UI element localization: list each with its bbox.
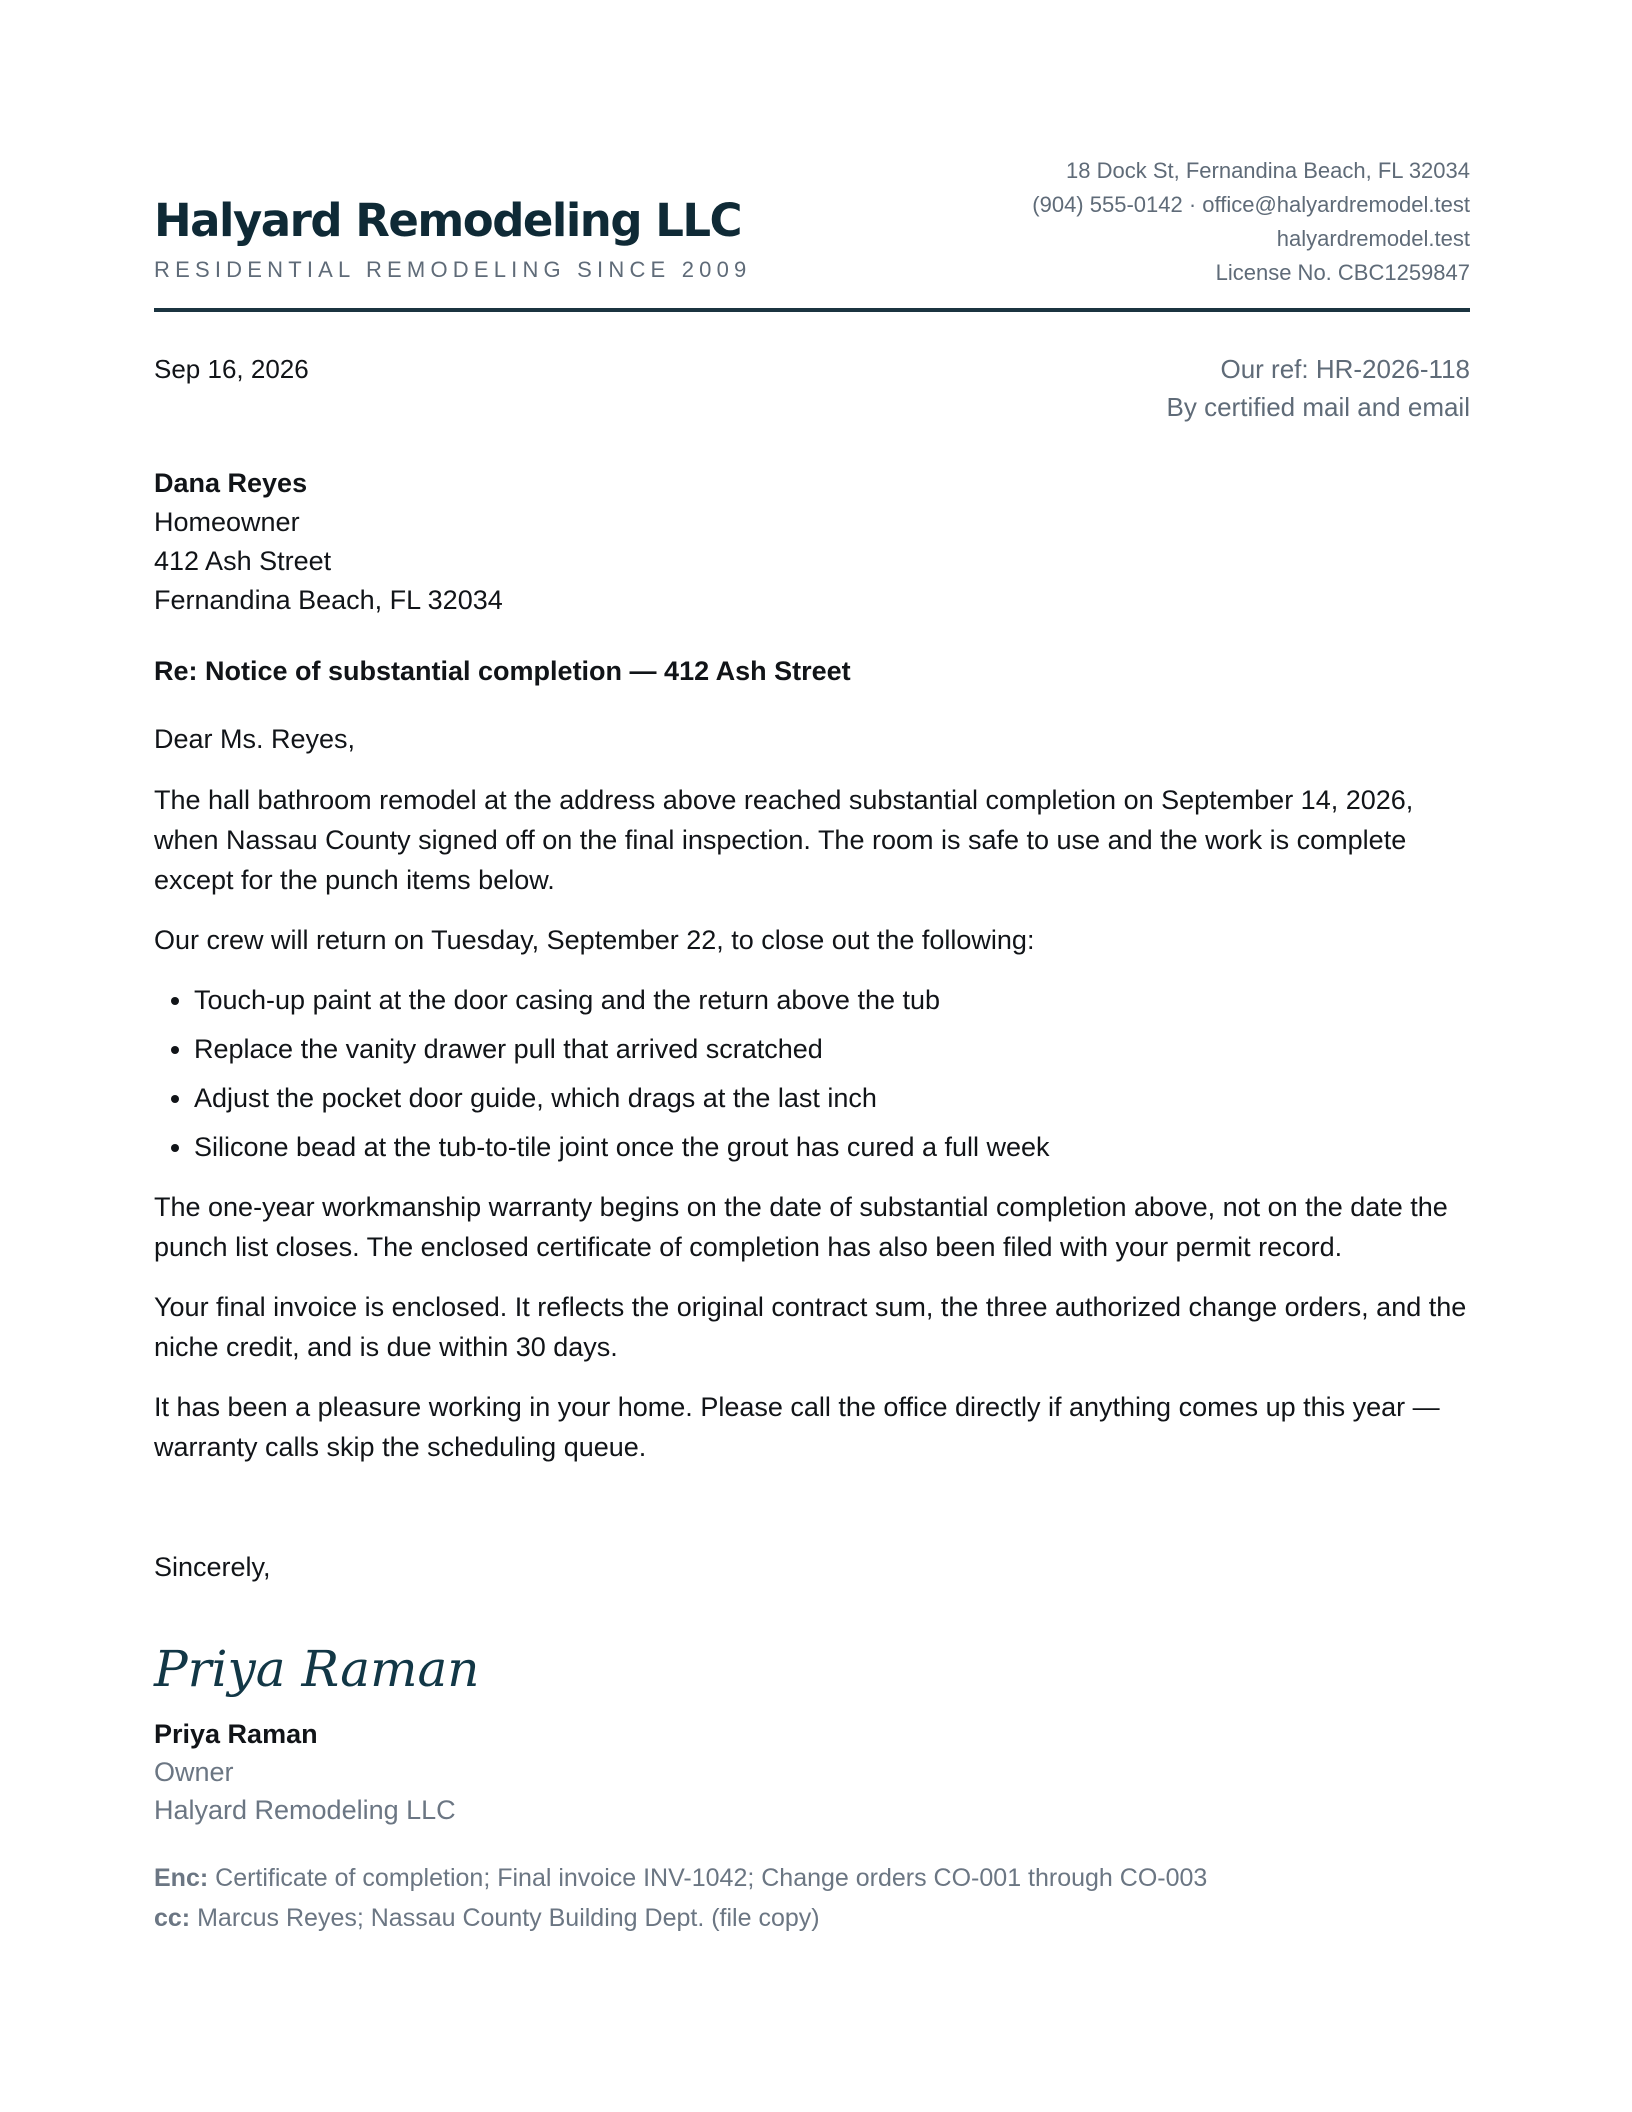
recipient-address <box>154 464 503 620</box>
cc-label: cc: <box>154 1904 191 1932</box>
punch-list <box>154 980 1470 1167</box>
body-paragraph: It has been a pleasure working in your home. Please call the office directly if anything comes up this year — warranty calls skip the scheduling queue. <box>154 1392 1440 1462</box>
letter-body <box>154 780 1470 1487</box>
cc-text: Marcus Reyes; Nassau County Building Dept. (file copy) <box>197 1904 820 1932</box>
letterhead <box>154 150 1470 310</box>
cc-line <box>154 1898 1207 1938</box>
company-tagline: RESIDENTIAL REMODELING SINCE 2009 <box>154 257 752 282</box>
company-contact-block <box>1032 154 1470 290</box>
subject-line: Re: Notice of substantial completion — 412 Ash Street <box>154 656 851 686</box>
company-address: 18 Dock St, Fernandina Beach, FL 32034 <box>1066 158 1470 183</box>
company-website: halyardremodel.test <box>1276 226 1470 251</box>
punch-list-item: • Adjust the pocket door guide, which drags at the last inch <box>194 1078 1470 1118</box>
punch-list-item: • Replace the vanity drawer pull that arrived scratched <box>194 1029 1470 1069</box>
complimentary-close: Sincerely, <box>154 1552 271 1582</box>
our-reference: Our ref: HR-2026-118 <box>1220 354 1470 384</box>
recipient-name: Dana Reyes <box>154 468 308 498</box>
enclosures-line <box>154 1858 1207 1898</box>
enclosures-text: Certificate of completion; Final invoice INV-1042; Change orders CO-001 through CO-003 <box>215 1864 1208 1892</box>
reference-block <box>1167 350 1470 426</box>
signer-title: Owner <box>154 1757 234 1787</box>
recipient-city: Fernandina Beach, FL 32034 <box>154 585 503 615</box>
punch-list-item: • Silicone bead at the tub-to-tile joint once the grout has cured a full week <box>194 1127 1470 1167</box>
salutation: Dear Ms. Reyes, <box>154 724 356 754</box>
handwritten-signature: Priya Raman <box>154 1640 480 1698</box>
body-paragraph: Our crew will return on Tuesday, September 22, to close out the following: <box>154 925 1035 955</box>
delivery-method: By certified mail and email <box>1166 392 1470 422</box>
letter-date: Sep 16, 2026 <box>154 354 309 384</box>
enclosures-label: Enc: <box>154 1864 209 1892</box>
body-paragraph: The hall bathroom remodel at the address above reached substantial completion on September 14, 2026, when Nassau County signed off on the final inspection. The room is safe to use and the work is complete except for the punch items below. <box>154 785 1414 895</box>
recipient-role: Homeowner <box>154 507 300 537</box>
company-name: Halyard Remodeling LLC <box>154 194 742 247</box>
signer-name: Priya Raman <box>154 1719 318 1749</box>
company-license: License No. CBC1259847 <box>1215 260 1470 285</box>
punch-list-item: • Touch-up paint at the door casing and the return above the tub <box>194 980 1470 1020</box>
letter-footer <box>154 1858 1207 1938</box>
recipient-street: 412 Ash Street <box>154 546 332 576</box>
signer-block <box>154 1715 456 1829</box>
company-phone-email: (904) 555-0142 · office@halyardremodel.test <box>1032 192 1470 217</box>
letterhead-divider <box>154 308 1470 312</box>
body-paragraph: Your final invoice is enclosed. It reflects the original contract sum, the three authorized change orders, and the niche credit, and is due within 30 days. <box>154 1292 1467 1362</box>
signer-company: Halyard Remodeling LLC <box>154 1795 456 1825</box>
body-paragraph: The one-year workmanship warranty begins on the date of substantial completion above, not on the date the punch list closes. The enclosed certificate of completion has also been filed with your permit record. <box>154 1192 1448 1262</box>
